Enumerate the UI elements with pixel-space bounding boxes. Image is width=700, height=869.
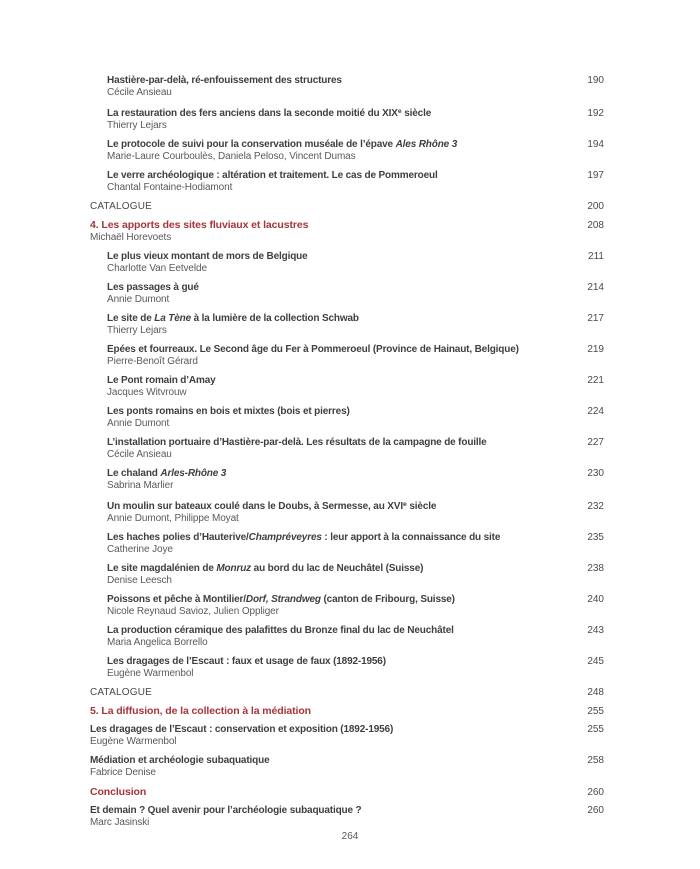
page-number: 200 — [587, 201, 604, 213]
toc-entry — [90, 406, 604, 430]
page-number: 192 — [587, 108, 604, 120]
entry-title — [107, 251, 320, 263]
entry-author: Cécile Ansieau — [107, 449, 172, 461]
toc-entry — [90, 106, 604, 132]
entry-author: Chantal Fontaine-Hodiamont — [107, 182, 233, 194]
entry-author: Nicole Reynaud Savioz, Julien Oppliger — [107, 606, 279, 618]
title-run: Le verre archéologique : altération et traitement. Le cas de Pommeroeul — [107, 170, 438, 182]
title-run: e — [402, 501, 407, 509]
title-run: Épées et fourreaux. Le Second âge du Fer à Pommeroeul (Province de Hainaut, Belgique) — [107, 344, 519, 356]
title-run: Le protocole de suivi pour la conservation muséale de l’épave — [107, 139, 396, 151]
title-run: 4. Les apports des sites fluviaux et lacustres — [90, 219, 309, 232]
entry-title — [107, 375, 228, 387]
page-number: 221 — [587, 375, 604, 387]
toc-title-line — [107, 656, 604, 668]
page-number: 260 — [587, 787, 604, 799]
entry-title — [107, 437, 499, 449]
toc-section-heading — [90, 219, 604, 244]
page-number: 238 — [587, 563, 604, 575]
title-run: Les dragages de l’Escaut : faux et usage de faux (1892-1956) — [107, 656, 386, 668]
toc-title-line — [90, 201, 604, 213]
page-number: 255 — [587, 724, 604, 736]
toc-entry — [90, 139, 604, 163]
entry-title — [107, 139, 469, 151]
entry-author: Sabrina Marlier — [107, 480, 174, 492]
title-run: Médiation et archéologie subaquatique — [90, 755, 270, 767]
toc-title-line — [90, 705, 604, 718]
title-run: Le site magdalénien de — [107, 563, 217, 575]
page-number: 227 — [587, 437, 604, 449]
title-run: au bord du lac de Neuchâtel (Suisse) — [251, 563, 424, 575]
title-run: siècle — [401, 108, 432, 120]
title-run: 5. La diffusion, de la collection à la médiation — [90, 705, 311, 718]
toc-entry — [90, 282, 604, 306]
entry-author: Annie Dumont — [107, 418, 170, 430]
title-run: à la lumière de la collection Schwab — [191, 313, 359, 325]
page-number: 194 — [587, 139, 604, 151]
toc-title-line — [107, 313, 604, 325]
title-run: CATALOGUE — [90, 687, 152, 699]
entry-title — [107, 344, 531, 356]
toc-entry — [90, 170, 604, 194]
toc-entry — [90, 75, 604, 99]
toc-title-line — [107, 594, 604, 606]
title-run: Conclusion — [90, 786, 147, 799]
toc-title-line — [107, 499, 604, 513]
toc-title-line — [107, 75, 604, 87]
title-run: Les passages à gué — [107, 282, 199, 294]
title-run: Les dragages de l’Escaut : conservation et exposition (1892-1956) — [90, 724, 394, 736]
toc-catalogue-row — [90, 687, 604, 699]
entry-title — [107, 625, 466, 637]
toc-entry — [90, 563, 604, 587]
page-number: 217 — [587, 313, 604, 325]
toc-entry — [90, 625, 604, 649]
toc-title-line — [107, 532, 604, 544]
entry-title — [107, 406, 362, 418]
entry-author: Annie Dumont — [107, 294, 170, 306]
toc-entry — [90, 755, 604, 779]
page-number: 258 — [587, 755, 604, 767]
toc-title-line — [107, 375, 604, 387]
toc-title-line — [107, 563, 604, 575]
toc-entry — [90, 594, 604, 618]
title-run: Hastière-par-delà, ré-enfouissement des structures — [107, 75, 342, 86]
toc-title-line — [107, 625, 604, 637]
toc-title-line — [107, 344, 604, 356]
entry-author: Eugène Warmenbol — [90, 736, 177, 748]
entry-author: Cécile Ansieau — [107, 87, 172, 98]
toc-title-line — [107, 106, 604, 120]
title-run: Poissons et pêche à Montilier/ — [107, 594, 246, 606]
entry-author: Pierre-Benoît Gérard — [107, 356, 198, 368]
entry-title — [107, 468, 238, 480]
title-run: Arles-Rhône 3 — [160, 468, 227, 480]
title-run: Un moulin sur bateaux coulé dans le Doubs, à Sermesse, au XVI — [107, 501, 403, 513]
toc-title-line — [107, 282, 604, 294]
toc-entry — [90, 251, 604, 275]
entry-title — [90, 805, 374, 817]
page-number: 197 — [587, 170, 604, 182]
entry-author: Michaël Horevoets — [90, 232, 172, 244]
page-number: 245 — [587, 656, 604, 668]
title-run: Le chaland — [107, 468, 161, 480]
toc-title-line — [90, 805, 604, 817]
title-run: Le site de — [107, 313, 155, 325]
toc-title-line — [90, 755, 604, 767]
entry-title — [107, 75, 354, 87]
toc-entry — [90, 344, 604, 368]
toc-entry — [90, 656, 604, 680]
entry-author: Catherine Joye — [107, 544, 173, 556]
entry-author: Eugène Warmenbol — [107, 668, 194, 680]
entry-author: Marie-Laure Courboulès, Daniela Peloso, Vincent Dumas — [107, 151, 356, 163]
entry-author: Denise Leesch — [107, 575, 172, 587]
entry-title — [107, 563, 435, 575]
title-run: Le plus vieux montant de mors de Belgique — [107, 251, 308, 263]
catalogue-label — [90, 687, 164, 699]
toc-title-line — [90, 724, 604, 736]
page-number: 230 — [587, 468, 604, 480]
catalogue-label — [90, 201, 164, 213]
toc-title-line — [107, 437, 604, 449]
title-run: La Tène — [154, 313, 192, 325]
toc-section-heading — [90, 705, 604, 718]
title-run: e — [397, 108, 402, 115]
toc-title-line — [90, 219, 604, 232]
title-run: La restauration des fers anciens dans la seconde moitié du XIX — [107, 108, 398, 120]
table-of-contents — [90, 75, 604, 836]
entry-title — [107, 170, 450, 182]
page-number: 219 — [587, 344, 604, 356]
page-number: 190 — [587, 75, 604, 86]
toc-title-line — [90, 687, 604, 699]
entry-title — [107, 282, 211, 294]
entry-author: Thierry Lejars — [107, 120, 167, 132]
title-run: Dorf, Strandweg — [245, 594, 321, 606]
toc-title-line — [107, 170, 604, 182]
title-run: La production céramique des palafittes du Bronze final du lac de Neuchâtel — [107, 625, 454, 637]
entry-author: Annie Dumont, Philippe Moyat — [107, 513, 239, 525]
entry-title — [90, 755, 281, 767]
title-run: Monruz — [216, 563, 252, 575]
folio-page-number: 264 — [341, 831, 359, 842]
entry-title — [107, 313, 371, 325]
title-run: Les ponts romains en bois et mixtes (bois et pierres) — [107, 406, 350, 418]
title-run: L’installation portuaire d’Hastière-par-delà. Les résultats de la campagne de fouille — [107, 437, 487, 449]
entry-title — [90, 724, 405, 736]
page-number: 211 — [588, 251, 604, 263]
entry-author: Fabrice Denise — [90, 767, 156, 779]
entry-author: Maria Angelica Borrello — [107, 637, 208, 649]
page-number: 232 — [587, 501, 604, 513]
toc-catalogue-row — [90, 201, 604, 213]
toc-entry — [90, 375, 604, 399]
toc-section-heading — [90, 786, 604, 799]
title-run: : leur apport à la connaissance du site — [321, 532, 501, 544]
entry-title — [107, 499, 448, 513]
toc-title-line — [107, 251, 604, 263]
page-number: 208 — [587, 220, 604, 232]
title-run: siècle — [406, 501, 437, 513]
section-title — [90, 786, 158, 798]
page-number: 255 — [587, 706, 604, 718]
page-number: 235 — [587, 532, 604, 544]
entry-author: Jacques Witvrouw — [107, 387, 187, 399]
toc-title-line — [107, 139, 604, 151]
page-number: 248 — [587, 687, 604, 699]
page-number: 260 — [587, 805, 604, 817]
title-run: Les haches polies d’Hauterive/ — [107, 532, 249, 544]
toc-entry — [90, 724, 604, 748]
page-number: 224 — [587, 406, 604, 418]
toc-entry — [90, 499, 604, 525]
page-number: 214 — [587, 282, 604, 294]
entry-author: Charlotte Van Eetvelde — [107, 263, 207, 275]
toc-entry — [90, 437, 604, 461]
entry-author: Marc Jasinski — [90, 817, 150, 829]
title-run: Ales Rhône 3 — [395, 139, 458, 151]
section-title — [90, 705, 323, 717]
entry-title — [107, 532, 512, 544]
entry-title — [107, 106, 443, 120]
toc-entry — [90, 805, 604, 829]
title-run: (canton de Fribourg, Suisse) — [320, 594, 455, 606]
entry-title — [107, 656, 398, 668]
entry-author: Thierry Lejars — [107, 325, 167, 337]
page-number: 240 — [587, 594, 604, 606]
title-run: Champréveyres — [248, 532, 322, 544]
toc-title-line — [90, 786, 604, 799]
section-title — [90, 219, 320, 231]
page-number: 243 — [587, 625, 604, 637]
toc-entry — [90, 313, 604, 337]
title-run: Le Pont romain d’Amay — [107, 375, 216, 387]
toc-entry — [90, 532, 604, 556]
entry-title — [107, 594, 467, 606]
toc-title-line — [107, 468, 604, 480]
title-run: Et demain ? Quel avenir pour l’archéologie subaquatique ? — [90, 805, 362, 817]
toc-title-line — [107, 406, 604, 418]
toc-entry — [90, 468, 604, 492]
title-run: CATALOGUE — [90, 201, 152, 213]
